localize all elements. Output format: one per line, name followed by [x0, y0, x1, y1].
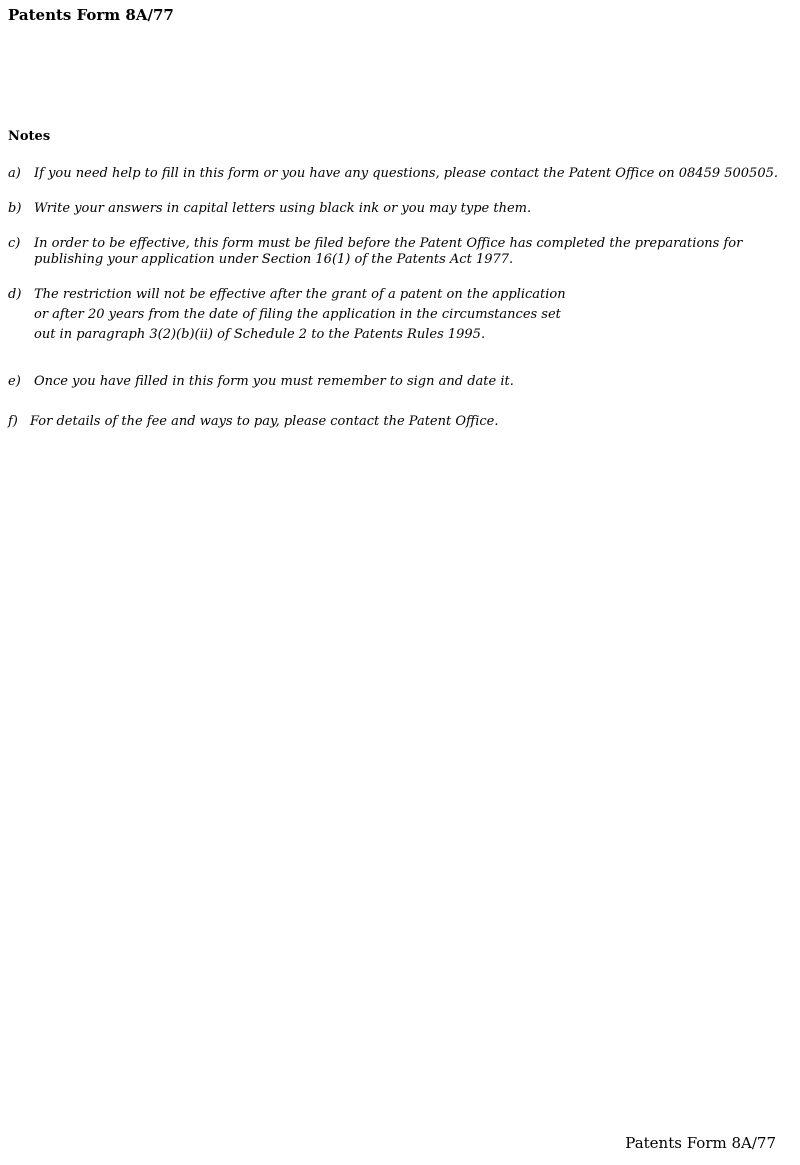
- note-text-b: [34, 199, 531, 219]
- note-line: If you need help to fill in this form or you have any questions, please contact the Patent Office on 08459 500505.: [34, 166, 779, 181]
- form-title-footer: Patents Form 8A/77: [625, 1134, 776, 1152]
- note-line: The restriction will not be effective after the grant of a patent on the application: [34, 287, 566, 302]
- note-text-d: [34, 285, 566, 345]
- notes-heading: Notes: [8, 129, 51, 144]
- note-line: publishing your application under Section 16(1) of the Patents Act 1977.: [34, 252, 514, 267]
- note-line: out in paragraph 3(2)(b)(ii) of Schedule 2 to the Patents Rules 1995.: [34, 327, 486, 342]
- note-line: or after 20 years from the date of filing the application in the circumstances set: [34, 307, 561, 322]
- note-letter-a: a): [8, 166, 21, 181]
- note-line: In order to be effective, this form must be filed before the Patent Office has completed the preparations for: [34, 236, 743, 251]
- note-letter-d: d): [8, 287, 22, 302]
- note-line: Write your answers in capital letters using black ink or you may type them.: [34, 201, 532, 216]
- note-text-a: [34, 164, 778, 184]
- form-title-header: Patents Form 8A/77: [8, 6, 174, 24]
- note-line: Once you have filled in this form you must remember to sign and date it.: [34, 374, 514, 389]
- note-letter-b: b): [8, 201, 22, 216]
- note-text-e: [34, 372, 514, 392]
- note-letter-e: e): [8, 374, 21, 389]
- note-letter-c: c): [8, 236, 21, 251]
- note-text-c: [34, 234, 742, 270]
- note-text-f: [30, 412, 498, 432]
- note-line: For details of the fee and ways to pay, please contact the Patent Office.: [30, 414, 499, 429]
- note-letter-f: f): [8, 414, 18, 429]
